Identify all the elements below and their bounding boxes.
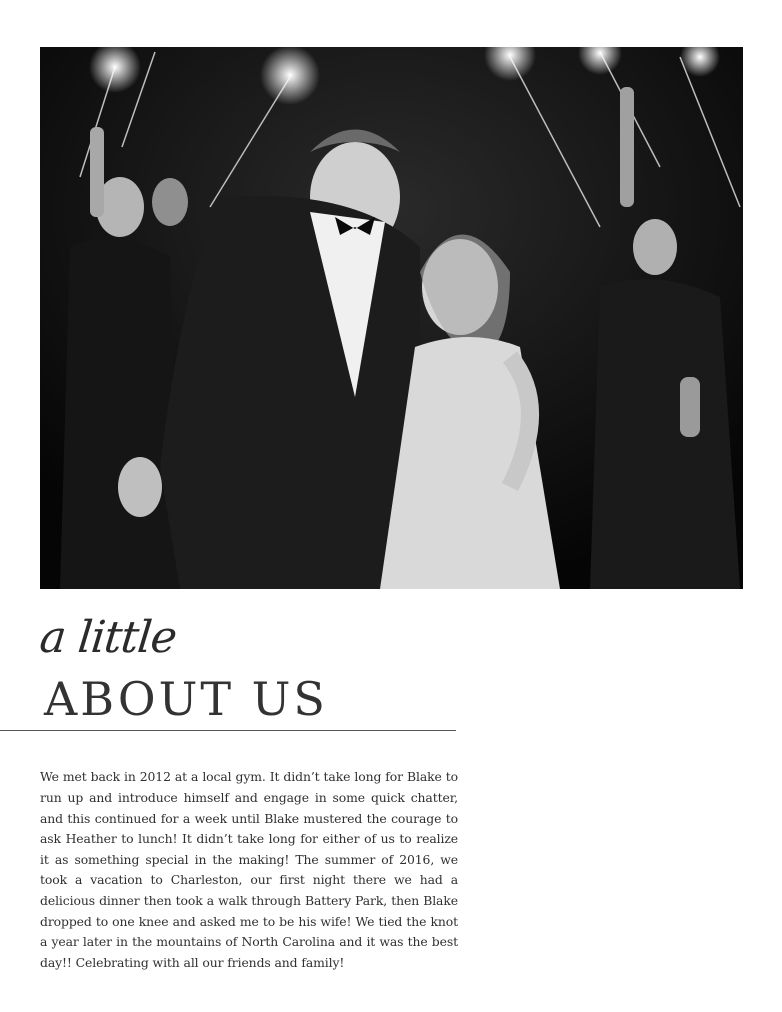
wedding-photo-illustration	[40, 47, 743, 589]
about-us-heading: ABOUT US	[44, 672, 328, 726]
script-heading: a little	[37, 612, 179, 663]
story-paragraph: We met back in 2012 at a local gym. It didn’t take long for Blake to run up and introduce himself and engage in some quick chatter, and this continued for a week until Blake mustered the courage to ask Heather to lunch! It didn’t take long for either of us to realize it as something special in the making! The summer of 2016, we took a vacation to Charleston, our first night there we had a delicious dinner then took a walk through Battery Park, then Blake dropped to one knee and asked me to be his wife! We tied the knot a year later in the mountains of North Carolina and it was the best day!! Celebrating with all our friends and family!	[40, 769, 458, 970]
heading-divider	[0, 730, 456, 731]
wedding-photo	[40, 47, 743, 589]
